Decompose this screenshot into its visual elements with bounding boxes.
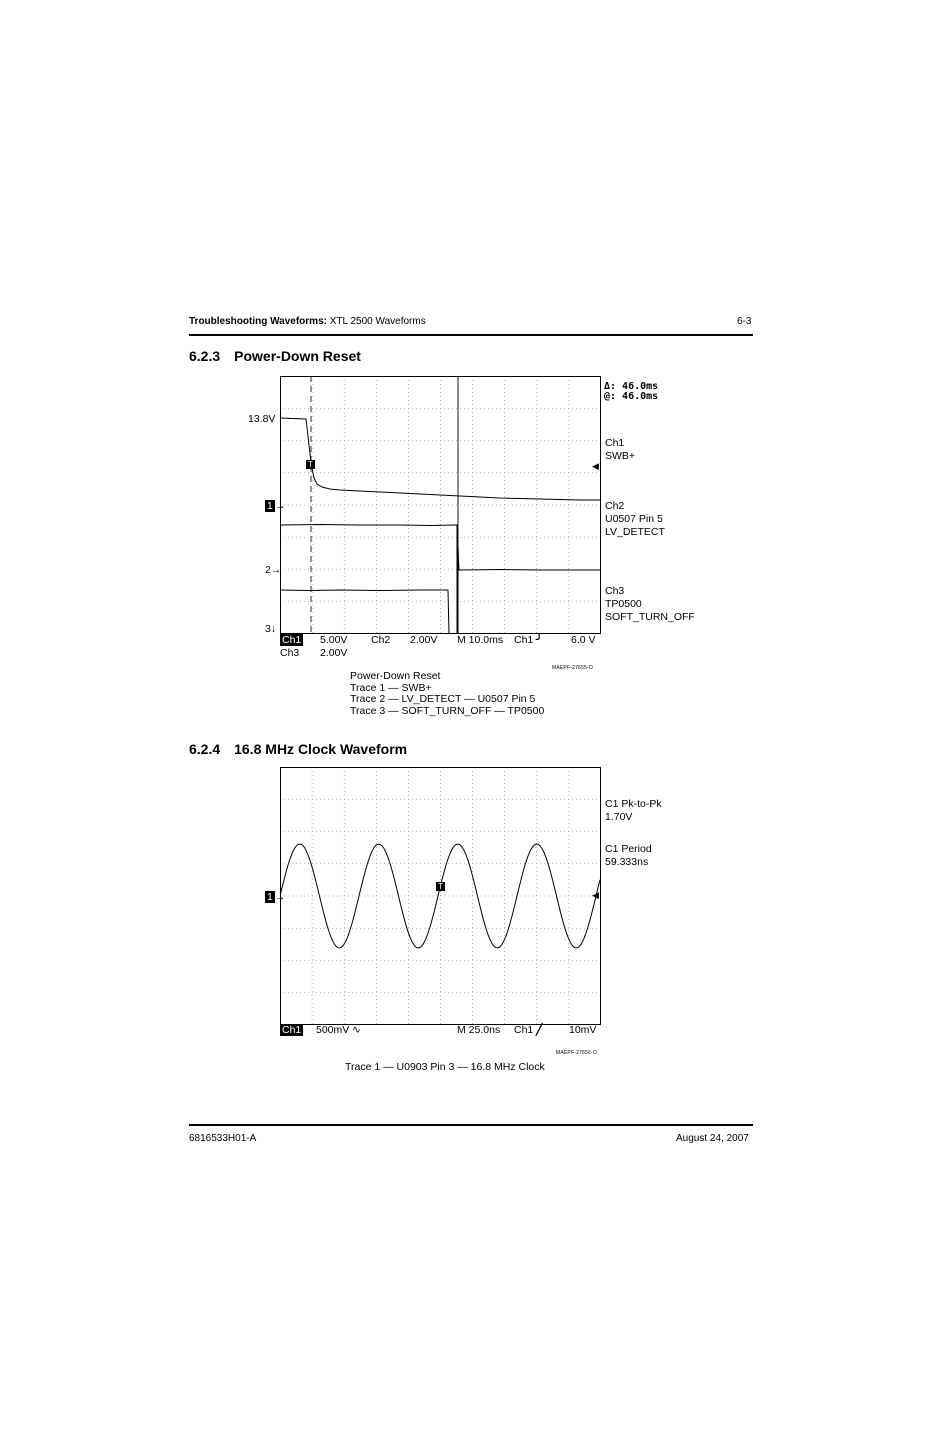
ch2-label: Ch2 U0507 Pin 5 LV_DETECT [605,500,665,538]
header-title: XTL 2500 Waveforms [329,316,426,327]
period-measurement: C1 Period 59.333ns [605,843,652,868]
cursor-delta: Δ: 46.0ms [604,381,659,392]
power-down-scope-screen [280,376,601,634]
ac-coupling-icon: ∿ [352,1024,361,1036]
trace3-soft-turn-off [280,590,449,634]
section-title: Power-Down Reset [234,348,361,364]
section-heading-power-down [189,348,375,364]
cursor-at: @: 46.0ms [604,391,659,402]
section-number: 6.2.4 [189,741,221,757]
figure-caption-power-down: Power-Down Reset Trace 1 — SWB+ Trace 2 — LV_DETECT — U0507 Pin 5 Trace 3 — SOFT_TURN_OFF — TP0500 [350,670,545,717]
ch2-ground-marker: 2→ [265,564,282,576]
header-title-bold: Troubleshooting Waveforms: [189,316,327,327]
ch3-ground-marker: 3↓ [265,623,277,635]
section-title: 16.8 MHz Clock Waveform [234,741,408,757]
trigger-position-marker: T [308,460,313,469]
section-number: 6.2.3 [189,348,221,364]
ch1-ground-marker: 1 → [267,500,286,512]
doc-number: 6816533H01-A [189,1133,257,1144]
trace1-swb [280,418,600,500]
running-header [189,316,426,327]
figure-id: MAEPF-27656-O [556,1050,597,1056]
ch3-label: Ch3 TP0500 SOFT_TURN_OFF [605,585,695,623]
page-number: 6-3 [737,316,752,327]
trace2-lv-detect [280,525,600,635]
ch1-ground-marker: 1 → [267,891,286,903]
rising-edge-icon: ╱ [536,1024,543,1036]
publication-date: August 24, 2007 [676,1133,749,1144]
section-heading-clock [189,741,421,757]
clock-scope-screen [280,767,601,1025]
ch1-label: Ch1 SWB+ [605,437,636,462]
trigger-position-marker: T [438,882,443,891]
scope2-status-line: Ch1 500mV ∿ M 25.0ns Ch1 ╱ 10mV [282,1024,597,1036]
level-label: 13.8V [248,413,276,425]
header-rule [189,334,753,336]
trigger-level-arrow-icon: ◀ [592,890,599,900]
figure-caption-clock: Trace 1 — U0903 Pin 3 — 16.8 MHz Clock [345,1061,545,1073]
scope1-status-line: Ch1 5.00V Ch2 2.00V M 10.0ms Ch1 ╯ 6.0 V [282,634,596,646]
pk-to-pk-measurement: C1 Pk-to-Pk 1.70V [605,798,662,823]
scope1-status-line-2: Ch3 2.00V [280,647,348,659]
footer-rule [189,1124,753,1126]
trigger-level-arrow-icon: ◀ [592,461,599,471]
figure-id: MAEPF-27655-O [552,665,593,671]
falling-edge-icon: ╯ [536,634,543,646]
